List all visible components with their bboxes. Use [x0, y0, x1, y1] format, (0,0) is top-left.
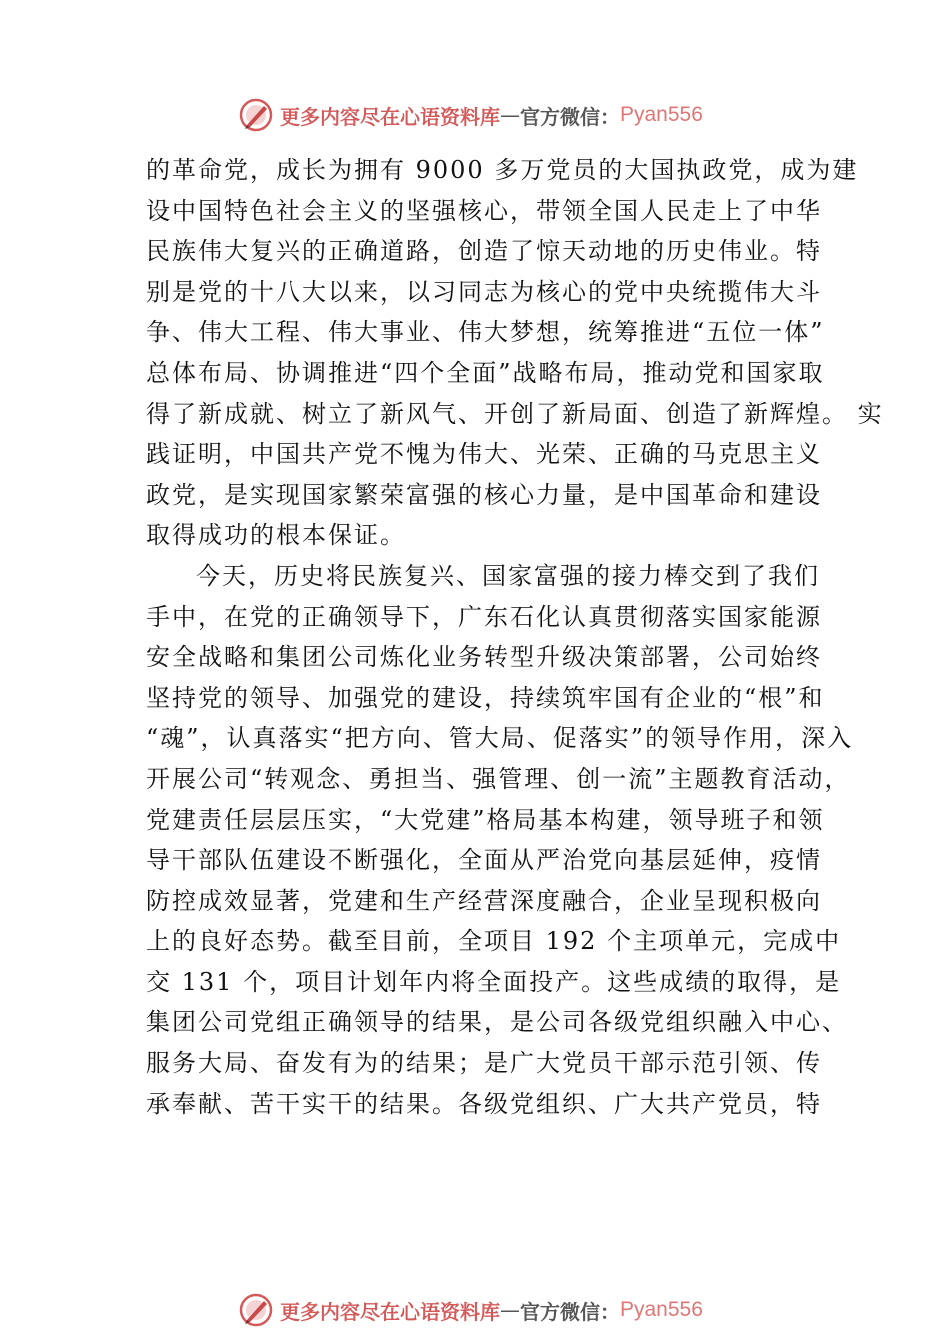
text-line: 导干部队伍建设不断强化，全面从严治党向基层延伸，疫情 — [146, 846, 822, 875]
pen-seal-logo-icon — [238, 1292, 274, 1328]
watermark-brand: 更多内容尽在心语资料库 — [280, 1299, 500, 1324]
watermark-wechat-id: Pyan556 — [620, 103, 703, 126]
watermark-separator: — — [500, 1298, 520, 1322]
text-line: 得了新成就、树立了新风气、开创了新局面、创造了新辉煌。 实 — [146, 399, 884, 428]
header-watermark — [238, 95, 738, 135]
text-line: 政党，是实现国家繁荣富强的核心力量，是中国革命和建设 — [146, 480, 822, 509]
text-line: 坚持党的领导、加强党的建设，持续筑牢国有企业的“根”和 — [146, 683, 825, 712]
watermark-label: 官方微信： — [520, 1299, 620, 1324]
text-line: 别是党的十八大以来，以习同志为核心的党中央统揽伟大斗 — [146, 277, 822, 306]
text-line: 手中，在党的正确领导下，广东石化认真贯彻落实国家能源 — [146, 602, 822, 631]
watermark-brand: 更多内容尽在心语资料库 — [280, 104, 500, 129]
document-body — [146, 150, 884, 1124]
text-line: 民族伟大复兴的正确道路，创造了惊天动地的历史伟业。特 — [146, 237, 822, 266]
text-line: 服务大局、奋发有为的结果；是广大党员干部示范引领、传 — [146, 1049, 822, 1078]
footer-watermark — [238, 1290, 738, 1330]
text-line: 交 131 个，项目计划年内将全面投产。这些成绩的取得，是 — [146, 967, 842, 996]
text-line: 上的良好态势。截至目前，全项目 192 个主项单元，完成中 — [146, 927, 842, 956]
watermark-separator: — — [500, 103, 520, 127]
text-line: 开展公司“转观念、勇担当、强管理、创一流”主题教育活动， — [146, 764, 851, 793]
text-line: 党建责任层层压实，“大党建”格局基本构建，领导班子和领 — [146, 805, 825, 834]
text-line: 今天，历史将民族复兴、国家富强的接力棒交到了我们 — [196, 561, 820, 590]
text-line: “魂”，认真落实“把方向、管大局、促落实”的领导作用，深入 — [146, 724, 854, 753]
text-line: 总体布局、协调推进“四个全面”战略布局，推动党和国家取 — [146, 358, 825, 387]
text-line: 争、伟大工程、伟大事业、伟大梦想，统筹推进“五位一体” — [146, 318, 825, 347]
pen-seal-logo-icon — [238, 97, 274, 133]
watermark-wechat-id: Pyan556 — [620, 1298, 703, 1321]
text-line: 集团公司党组正确领导的结果，是公司各级党组织融入中心、 — [146, 1008, 848, 1037]
text-line: 践证明，中国共产党不愧为伟大、光荣、正确的马克思主义 — [146, 440, 822, 469]
paragraph-2 — [146, 556, 854, 1124]
paragraph-1 — [146, 150, 884, 556]
text-line: 取得成功的根本保证。 — [146, 521, 406, 550]
text-line: 防控成效显著，党建和生产经营深度融合，企业呈现积极向 — [146, 886, 822, 915]
watermark-label: 官方微信： — [520, 104, 620, 129]
text-line: 设中国特色社会主义的坚强核心，带领全国人民走上了中华 — [146, 196, 822, 225]
text-line: 承奉献、苦干实干的结果。各级党组织、广大共产党员，特 — [146, 1089, 822, 1118]
text-line: 的革命党，成长为拥有 9000 多万党员的大国执政党，成为建 — [146, 156, 859, 184]
text-line: 安全战略和集团公司炼化业务转型升级决策部署，公司始终 — [146, 643, 822, 672]
